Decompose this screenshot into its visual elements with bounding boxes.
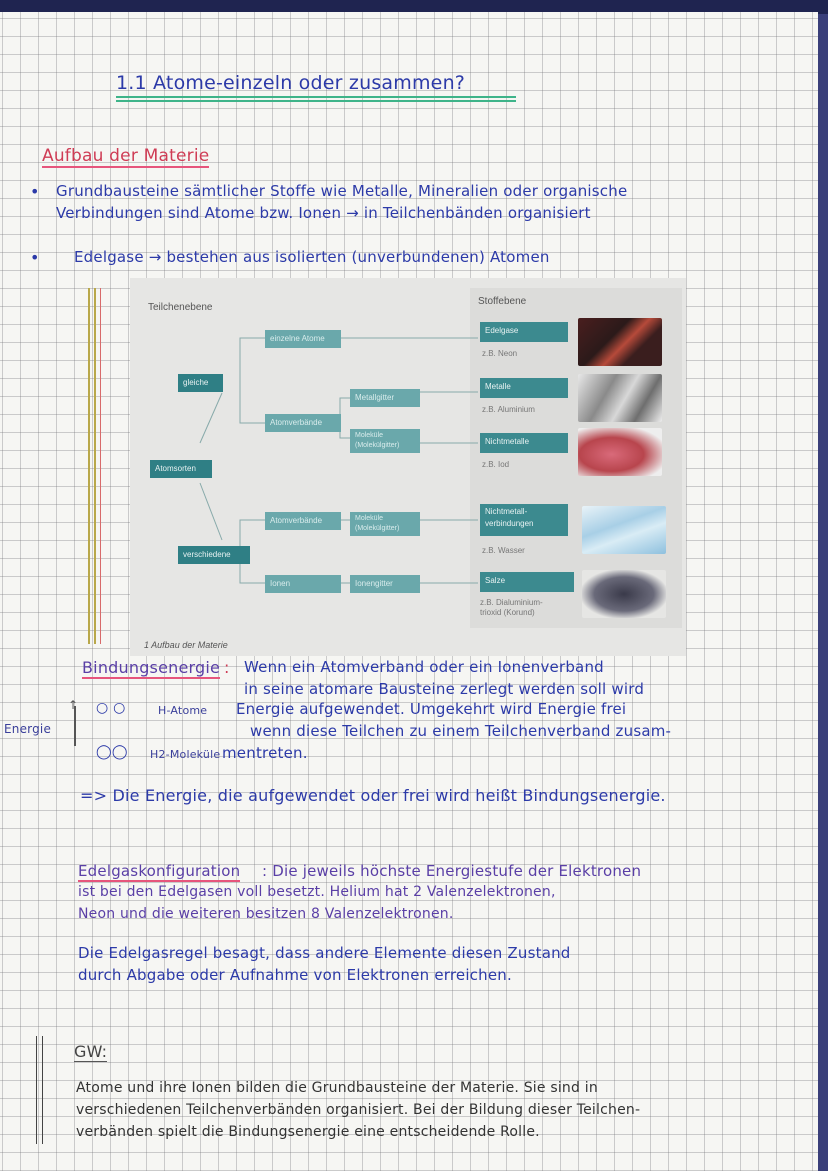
box-atomsorten: Atomsorten [150, 460, 212, 478]
edelgas-line-1: : Die jeweils höchste Energiestufe der Elektronen [262, 862, 642, 880]
figure-right-header: Stoffebene [478, 296, 527, 307]
bindungsenergie-term: Bindungsenergie [82, 658, 221, 677]
margin-line [100, 288, 101, 644]
gw-line-1: Atome und ihre Ionen bilden die Grundbausteine der Materie. Sie sind in [76, 1080, 598, 1096]
title-underline-2 [116, 100, 516, 102]
edelgasregel-line-2: durch Abgabe oder Aufnahme von Elektronen erreichen. [78, 966, 512, 984]
h-atoms-circles: ○ ○ [96, 700, 126, 716]
bullet-1-line-1: Grundbausteine sämtlicher Stoffe wie Metalle, Mineralien oder organische [56, 182, 628, 200]
margin-line [88, 288, 90, 644]
box-salze: Salze [480, 572, 574, 592]
margin-line [94, 288, 96, 644]
box-molekuele: Moleküle (Molekülgitter) [350, 429, 420, 453]
edelgas-term: Edelgaskonfiguration [78, 862, 241, 880]
example-edelgase: z.B. Neon [482, 349, 518, 358]
box-ionengitter: Ionengitter [350, 575, 420, 593]
box-atomverbaende: Atomverbände [265, 414, 341, 432]
korund-photo [582, 570, 666, 618]
bullet-1-line-2: Verbindungen sind Atome bzw. Ionen → in Teilchenbänden organisiert [56, 204, 591, 222]
figure-aufbau-materie [130, 278, 686, 656]
colon: : [224, 658, 230, 677]
energy-arrow-head: ↑ [68, 698, 79, 712]
box-gleiche: gleiche [178, 374, 223, 392]
example-salze: z.B. Dialuminium-trioxid (Korund) [480, 598, 543, 617]
iod-photo [578, 428, 662, 476]
example-nichtmetallverbindungen: z.B. Wasser [482, 546, 525, 555]
edelgasregel-line-1: Die Edelgasregel besagt, dass andere Elemente diesen Zustand [78, 944, 571, 962]
box-metallgitter: Metallgitter [350, 389, 420, 407]
gw-label: GW: [74, 1042, 108, 1061]
box-ionen: Ionen [265, 575, 341, 593]
page-title: 1.1 Atome-einzeln oder zusammen? [116, 72, 465, 94]
box-edelgase: Edelgase [480, 322, 568, 342]
bullet-2-line: Edelgase → bestehen aus isolierten (unverbundenen) Atomen [74, 248, 550, 266]
bindung-line-2: in seine atomare Bausteine zerlegt werden soll wird [244, 680, 645, 698]
section-heading: Aufbau der Materie [42, 146, 210, 166]
h-atome-label: H-Atome [158, 704, 208, 717]
box-atomverbaende-2: Atomverbände [265, 512, 341, 530]
bullet-dot: • [30, 248, 40, 267]
edelgas-line-2: ist bei den Edelgasen voll besetzt. Helium hat 2 Valenzelektronen, [78, 884, 556, 900]
gw-line-2: verschiedenen Teilchenverbänden organisiert. Bei der Bildung dieser Teilchen- [76, 1102, 641, 1118]
graph-paper-page [0, 12, 818, 1171]
neon-photo [578, 318, 662, 366]
energy-arrow-line [74, 706, 76, 746]
title-underline [116, 96, 516, 98]
box-verschiedene: verschiedene [178, 546, 250, 564]
box-nichtmetallverbindungen: Nichtmetall-verbindungen [480, 504, 568, 536]
h2-molecule-circles: ◯◯ [96, 744, 128, 760]
h2-label: H2-Moleküle [150, 748, 221, 761]
gw-line-3: verbänden spielt die Bindungsenergie eine entscheidende Rolle. [76, 1124, 540, 1140]
aluminium-photo [578, 374, 662, 422]
energie-label: Energie [4, 722, 52, 736]
box-metalle: Metalle [480, 378, 568, 398]
bindung-line-4: wenn diese Teilchen zu einem Teilchenverband zusam- [250, 722, 672, 740]
gw-margin-line [42, 1036, 43, 1144]
bindung-conclusion: => Die Energie, die aufgewendet oder frei wird heißt Bindungsenergie. [80, 786, 666, 805]
gw-margin-line [36, 1036, 37, 1144]
figure-left-header: Teilchenebene [148, 302, 213, 313]
bindung-line-3: Energie aufgewendet. Umgekehrt wird Energie frei [236, 700, 627, 718]
figure-caption: 1 Aufbau der Materie [144, 640, 228, 650]
bindung-line-1: Wenn ein Atomverband oder ein Ionenverband [244, 658, 604, 676]
box-einzelne-atome: einzelne Atome [265, 330, 341, 348]
example-nichtmetalle: z.B. Iod [482, 460, 510, 469]
bullet-dot: • [30, 182, 40, 201]
wasser-photo [582, 506, 666, 554]
bindung-line-5: mentreten. [222, 744, 308, 762]
example-metalle: z.B. Aluminium [482, 405, 535, 414]
box-nichtmetalle: Nichtmetalle [480, 433, 568, 453]
box-molekuele-2: Moleküle (Molekülgitter) [350, 512, 420, 536]
edelgas-line-3: Neon und die weiteren besitzen 8 Valenzelektronen. [78, 906, 454, 922]
